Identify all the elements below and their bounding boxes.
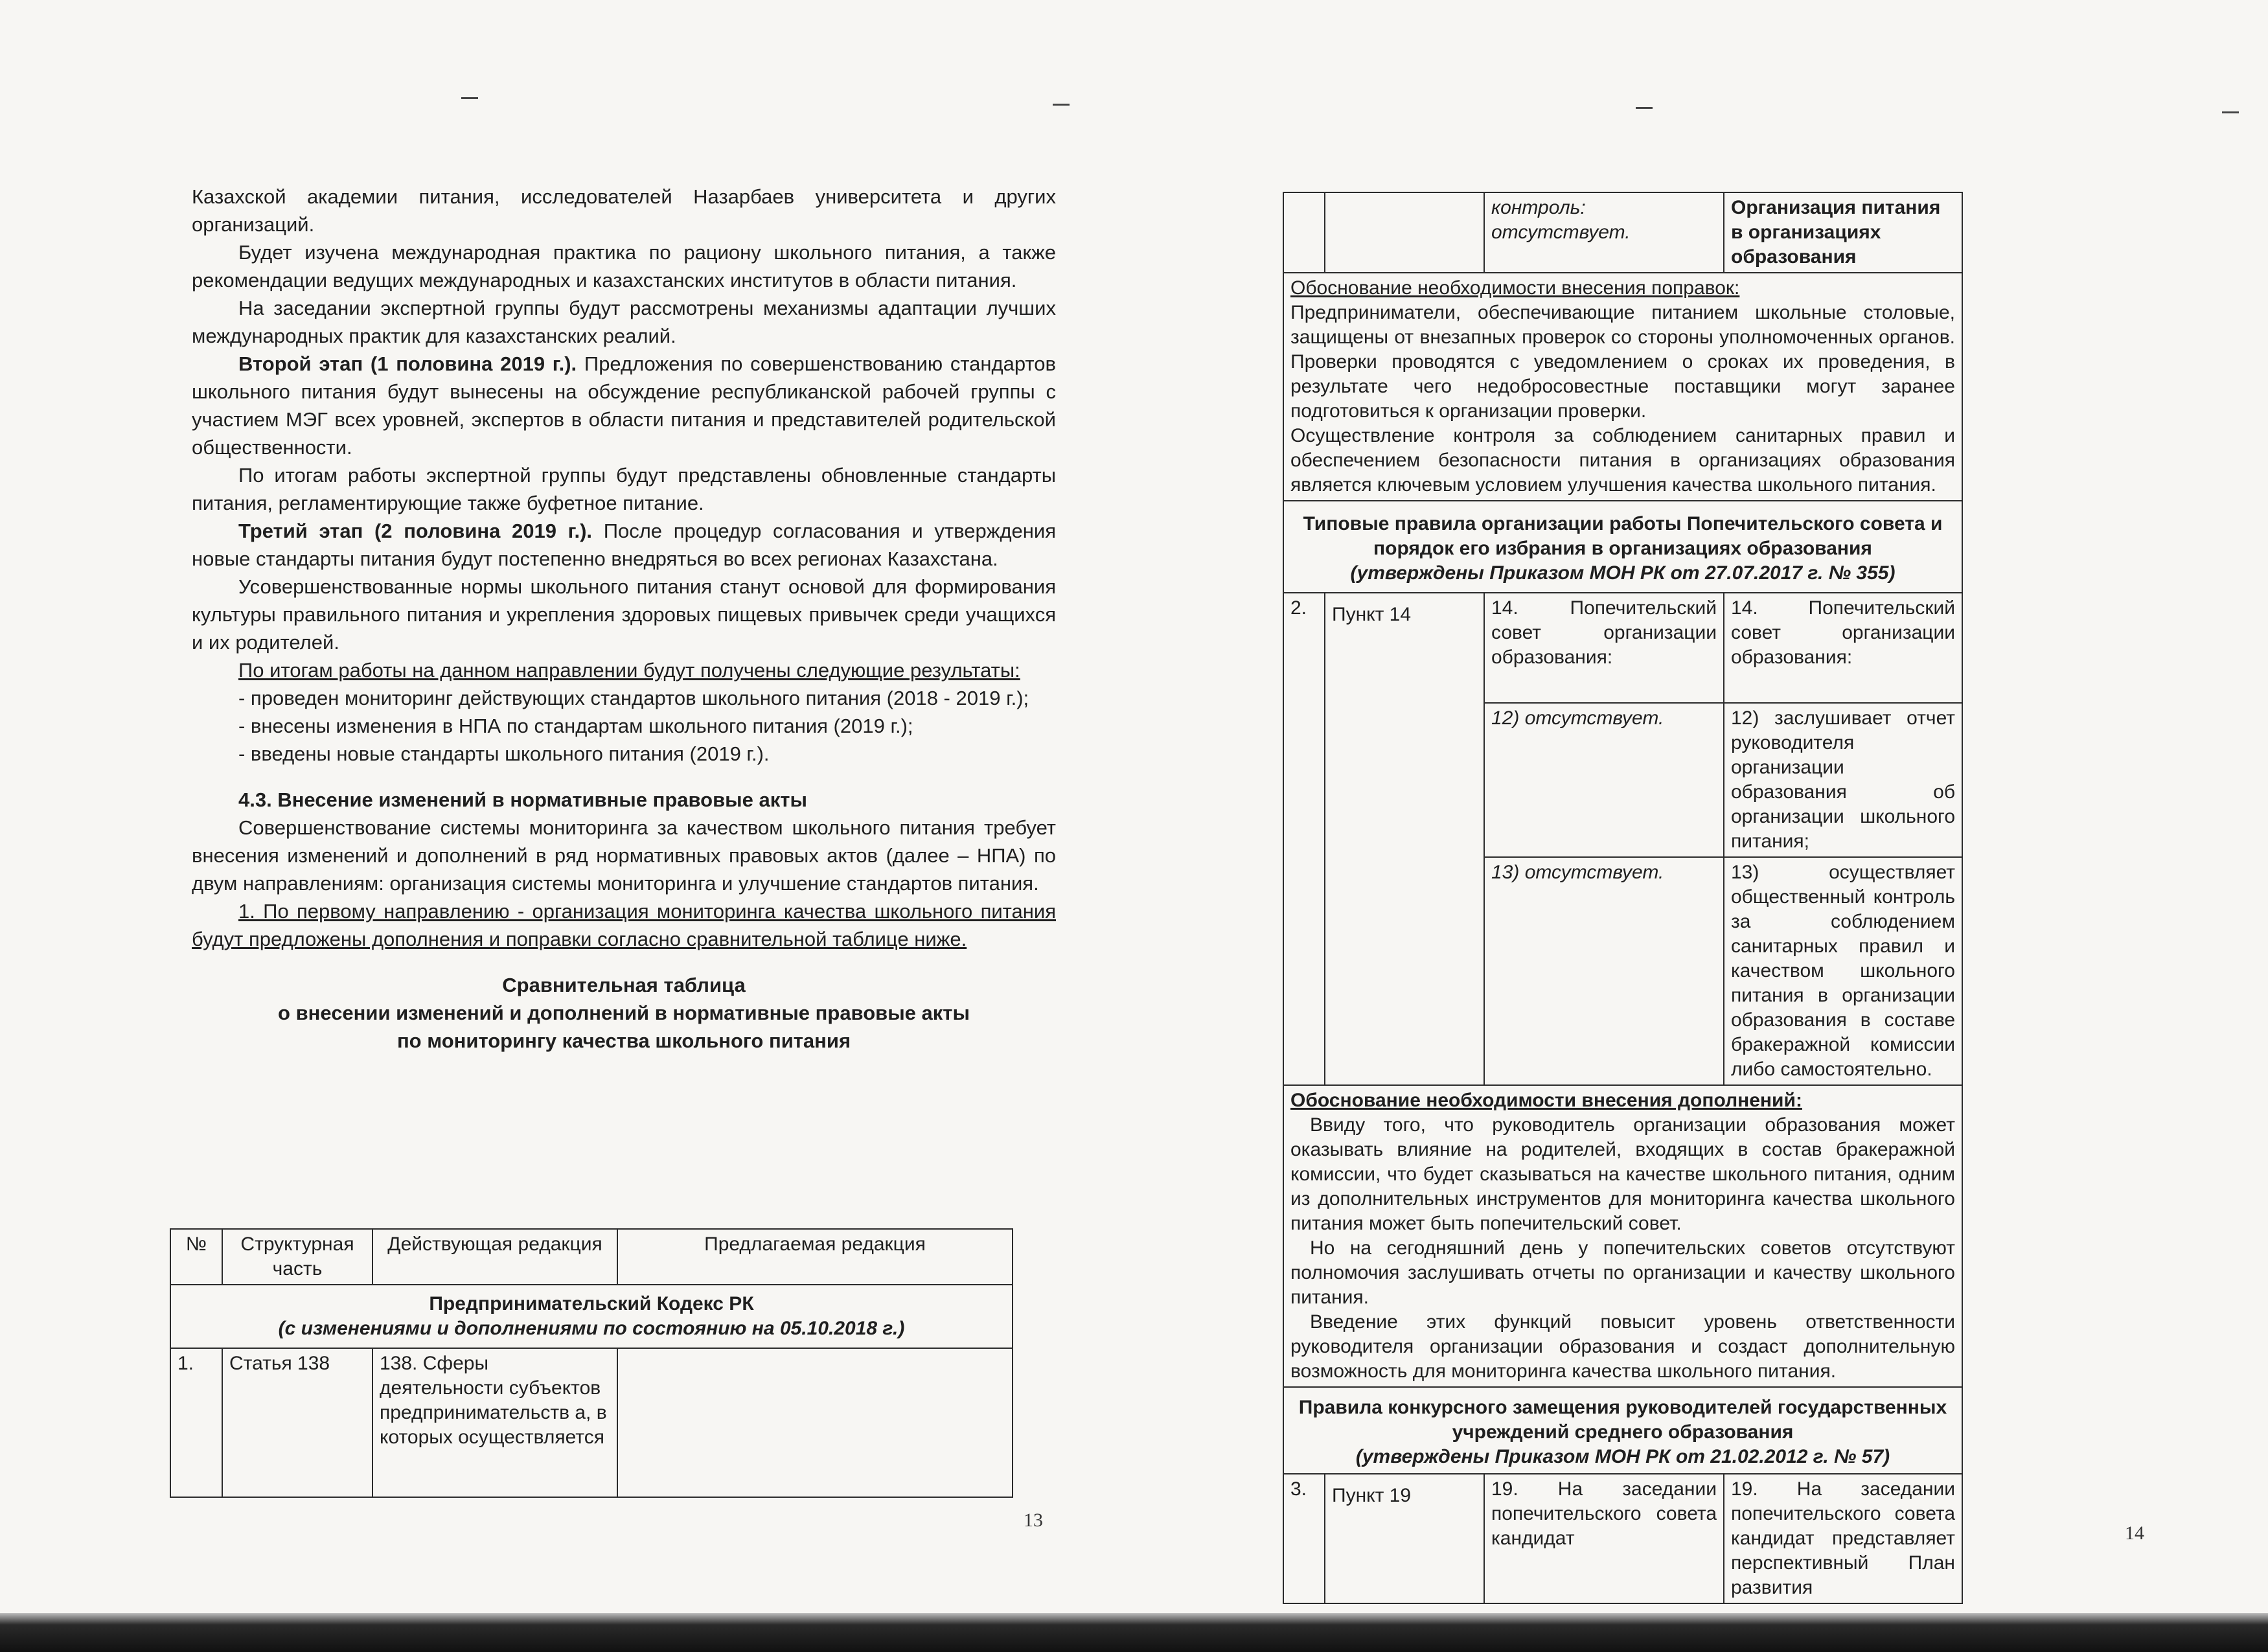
table-section-row <box>1283 1387 1962 1474</box>
section-title: 4.3. Внесение изменений в нормативные правовые акты <box>238 788 807 811</box>
table-row <box>1283 593 1962 703</box>
justification-title: Обоснование необходимости внесения поправок: <box>1290 277 1740 299</box>
row-current: 13) отсутствует. <box>1484 857 1724 1085</box>
row-part: Пункт 19 <box>1325 1474 1484 1603</box>
table-row <box>170 1348 1013 1497</box>
table-title: по мониторингу качества школьного питания <box>396 1029 851 1052</box>
stage3-paragraph <box>192 517 1056 573</box>
left-page <box>0 0 1134 1613</box>
justification-row <box>1283 273 1962 501</box>
row-current: 14. Попечительский совет организации образования: <box>1484 593 1724 703</box>
header-cell: Предлагаемая редакция <box>617 1229 1013 1285</box>
row-current: 12) отсутствует. <box>1484 703 1724 857</box>
paragraph: Казахской академии питания, исследователей Назарбаев университета и других организаций. <box>192 185 1056 236</box>
paragraph: По итогам работы экспертной группы будут представлены обновленные стандарты питания, регламентирующие также буфетное питание. <box>192 464 1056 514</box>
header-cell: Структурная часть <box>222 1229 372 1285</box>
left-body-text <box>192 183 1056 1055</box>
stage3-text: После процедур согласования и утверждения новые стандарты питания будут постепенно внедряться во всех регионах Казахстана. <box>192 520 1056 570</box>
direction-text: 1. По первому направлению - организация мониторинга качества школьного питания будут предложены дополнения и поправки согласно сравнительной таблице ниже. <box>192 900 1056 950</box>
row-proposed: 14. Попечительский совет организации образования: <box>1724 593 1962 703</box>
table-title: Сравнительная таблица <box>502 974 746 996</box>
paragraph: Усовершенствованные нормы школьного питания станут основой для формирования культуры правильного питания и укрепления здоровых пищевых привычек среди учащихся и их родителей. <box>192 575 1056 654</box>
stage2-paragraph <box>192 350 1056 461</box>
header-cell: Действующая редакция <box>372 1229 617 1285</box>
justification-row <box>1283 1085 1962 1387</box>
stage3-title: Третий этап (2 половина 2019 г.). <box>238 520 593 542</box>
section-subheading: (с изменениями и дополнениями по состоянию на 05.10.2018 г.) <box>278 1318 905 1339</box>
scanner-edge <box>0 1613 2268 1652</box>
scan-mark <box>2222 111 2239 113</box>
table-section-row <box>170 1285 1013 1348</box>
row-proposed: Организация питания в организациях образования <box>1724 192 1962 273</box>
table-section-row <box>1283 501 1962 593</box>
scan-mark <box>1636 107 1653 109</box>
row-number: 3. <box>1283 1474 1325 1603</box>
justification-paragraph: Осуществление контроля за соблюдением санитарных правил и обеспечением безопасности питания в организациях образования является ключевым условием улучшения качества школьного питания. <box>1290 425 1955 496</box>
row-proposed: 19. На заседании попечительского совета кандидат представляет перспективный План развития <box>1724 1474 1962 1603</box>
table-row <box>1283 1474 1962 1603</box>
comparison-table <box>170 1228 1013 1498</box>
scan-mark <box>461 97 478 99</box>
table-title: о внесении изменений и дополнений в нормативные правовые акты <box>278 1002 970 1024</box>
row-part: Статья 138 <box>222 1348 372 1497</box>
stage2-title: Второй этап (1 половина 2019 г.). <box>238 352 577 375</box>
page-number: 14 <box>2125 1522 2144 1544</box>
row-proposed: 13) осуществляет общественный контроль за соблюдением санитарных правил и качеством школьного питания в организации образования в составе бракеражной комиссии либо самостоятельно. <box>1724 857 1962 1085</box>
page-number: 13 <box>1024 1509 1043 1531</box>
right-page <box>1134 0 2268 1613</box>
row-number: 2. <box>1283 593 1325 1085</box>
row-current: 19. На заседании попечительского совета кандидат <box>1484 1474 1724 1603</box>
row-proposed <box>617 1348 1013 1497</box>
section-heading: Правила конкурсного замещения руководителей государственных учреждений среднего образования <box>1298 1397 1947 1443</box>
justification-paragraph: Предприниматели, обеспечивающие питанием школьные столовые, защищены от внезапных проверок со стороны уполномоченных органов. Проверки проводятся с уведомлением о сроках их проведения, в результате чего недобросовестные поставщики могут заранее подготовиться к организации проверки. <box>1290 302 1955 422</box>
result-item: - внесены изменения в НПА по стандартам школьного питания (2019 г.); <box>238 715 913 737</box>
comparison-table-continued <box>1283 192 1963 1604</box>
section-heading: Типовые правила организации работы Попечительского совета и порядок его избрания в организациях образования <box>1303 513 1943 559</box>
paragraph: На заседании экспертной группы будут рассмотрены механизмы адаптации лучших международных практик для казахстанских реалий. <box>192 297 1056 347</box>
table-row <box>1283 192 1962 273</box>
section-heading: Предпринимательский Кодекс РК <box>429 1293 754 1314</box>
row-number: 1. <box>170 1348 222 1497</box>
result-item: - введены новые стандарты школьного питания (2019 г.). <box>238 742 770 765</box>
justification-paragraph: Но на сегодняшний день у попечительских советов отсутствуют полномочия заслушивать отчеты по организации и качеству школьного питания. <box>1290 1237 1955 1308</box>
justification-paragraph: Ввиду того, что руководитель организации образования может оказывать влияние на родителей, входящих в состав бракеражной комиссии, что будет сказываться на качестве школьного питания, одним из дополнительных инструментов для мониторинга качества школьного питания может быть попечительский совет. <box>1290 1114 1955 1234</box>
results-heading: По итогам работы на данном направлении будут получены следующие результаты: <box>238 659 1020 682</box>
table-header-row <box>170 1229 1013 1285</box>
header-cell: № <box>170 1229 222 1285</box>
scan-mark <box>1053 104 1070 106</box>
row-current: 138. Сферы деятельности субъектов предпринимательств а, в которых осуществляется <box>372 1348 617 1497</box>
row-proposed: 12) заслушивает отчет руководителя организации образования об организации школьного питания; <box>1724 703 1962 857</box>
stage2-text: Предложения по совершенствованию стандартов школьного питания будут вынесены на обсуждение республиканской рабочей группы с участием МЭГ всех уровней, экспертов в области питания и представителей родительской общественности. <box>192 352 1056 459</box>
justification-paragraph: Введение этих функций повысит уровень ответственности руководителя организации образования и создаст дополнительную возможность для мониторинга качества школьного питания. <box>1290 1311 1955 1382</box>
paragraph: Будет изучена международная практика по рациону школьного питания, а также рекомендации ведущих международных и казахстанских институтов в области питания. <box>192 241 1056 292</box>
justification-title: Обоснование необходимости внесения дополнений: <box>1290 1090 1802 1111</box>
section-text: Совершенствование системы мониторинга за качеством школьного питания требует внесения изменений и дополнений в ряд нормативных правовых актов (далее – НПА) по двум направлениям: организация системы мониторинга и улучшение стандартов питания. <box>192 816 1056 895</box>
row-part: Пункт 14 <box>1325 593 1484 1085</box>
result-item: - проведен мониторинг действующих стандартов школьного питания (2018 - 2019 г.); <box>238 687 1029 709</box>
section-subheading: (утверждены Приказом МОН РК от 21.02.2012 г. № 57) <box>1355 1446 1890 1467</box>
section-subheading: (утверждены Приказом МОН РК от 27.07.2017 г. № 355) <box>1350 562 1896 584</box>
row-current: контроль: отсутствует. <box>1484 192 1724 273</box>
